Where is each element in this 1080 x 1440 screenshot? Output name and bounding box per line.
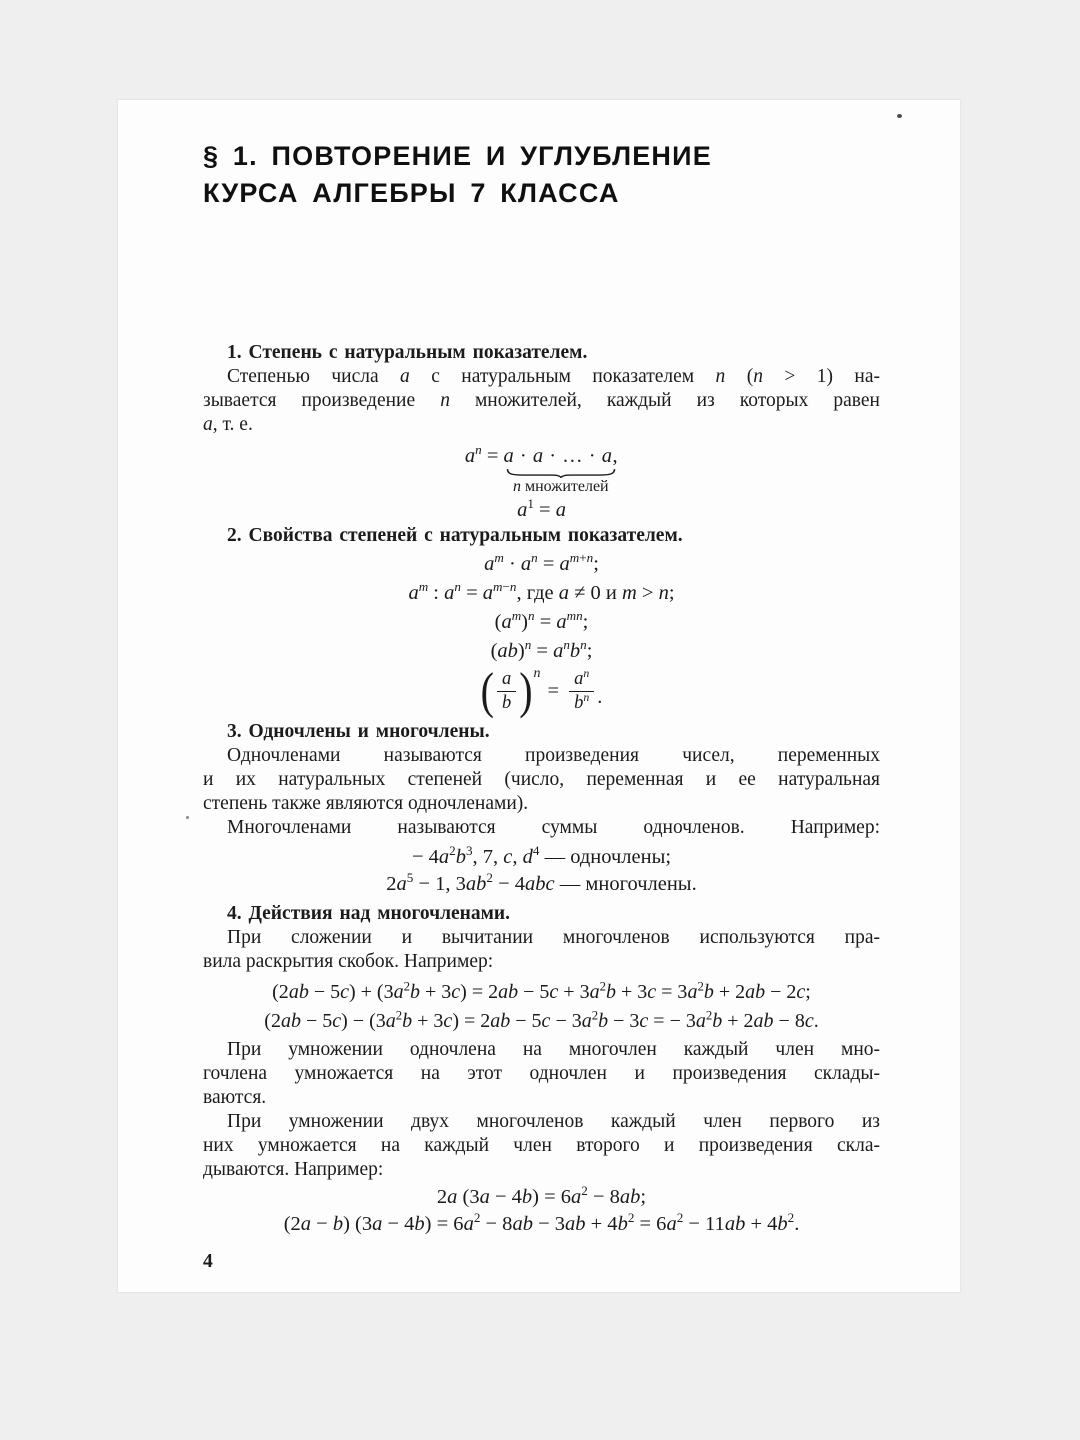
section-1-title: 1. Степень с натуральным показателем. (227, 342, 588, 363)
equals-sign: = (547, 679, 560, 702)
book-page (118, 100, 960, 1292)
denominator: $b^n$ (574, 689, 590, 713)
right-paren: ) (519, 661, 533, 720)
chapter-heading (203, 138, 880, 212)
numerator: a (497, 669, 516, 692)
chapter-heading-line2: КУРСА АЛГЕБРЫ 7 КЛАССА (203, 178, 620, 208)
section-4-paragraph-1 (203, 926, 880, 974)
section-2-title: 2. Свойства степеней с натуральным показателем. (227, 525, 683, 546)
paragraph-line: зывается произведение n множителей, каждый из которых равен (203, 390, 880, 411)
section-4-paragraph-3 (203, 1110, 880, 1182)
paragraph-line: При сложении и вычитании многочленов используются пра- (227, 927, 880, 948)
paragraph-line: гочлена умножается на этот одночлен и произведения склады- (203, 1063, 880, 1084)
quotient-power-formula (203, 661, 880, 720)
paragraph-line: Одночленами называются произведения чисел, переменных (227, 745, 880, 766)
paragraph-line: дываются. Например: (203, 1159, 384, 1180)
section-4-title: 4. Действия над многочленами. (227, 903, 511, 924)
formula-line: $a^m$ : $a^n = a^{m-n}$, где a ≠ 0 и m > n; (408, 579, 675, 604)
section-4-paragraph-2 (203, 1038, 880, 1110)
power-properties-formulas (203, 550, 880, 720)
period: . (597, 686, 603, 708)
fraction (569, 665, 594, 714)
page-number: 4 (203, 1251, 213, 1272)
paragraph-line: ваются. (203, 1087, 267, 1108)
underbrace (506, 468, 616, 478)
formula-line: $(a^m)^n = a^{mn}$; (494, 608, 589, 633)
formula-line: $a^m \cdot a^n = a^{m+n}$; (484, 550, 599, 575)
chapter-heading-line1: § 1. ПОВТОРЕНИЕ И УГЛУБЛЕНИЕ (203, 141, 712, 171)
left-paren: ( (480, 661, 494, 720)
section-1-paragraph (203, 365, 880, 437)
formula-product: a · a · … · a, (503, 445, 619, 467)
formula-line: (2a − b) $(3a - 4b) = 6a^2 - 8ab - 3ab + 4b^2 = 6a^2 - 11ab + 4b^2$. (283, 1210, 800, 1235)
formula-line: 2a $(3a - 4b) = 6a^2 - 8ab$; (436, 1183, 647, 1208)
formula-line: $2a^5 - 1$, $3ab^2 - 4abc$ — многочлены. (386, 870, 697, 895)
formula-line: $(ab)^n = a^nb^n$; (490, 637, 593, 662)
first-power-formula: $a^1 = a$ (517, 496, 566, 521)
formula-line: − $4a^2b^3$, 7, c, $d^4$ — одночлены; (411, 843, 672, 868)
paragraph-line: степень также являются одночленами). (203, 793, 529, 814)
formula-lhs: $a^n$ = (464, 442, 504, 467)
paragraph-line: и их натуральных степеней (число, переменная и ее натуральная (203, 769, 880, 790)
underbrace-group (504, 443, 619, 496)
paragraph-line: них умножается на каждый член второго и произведения скла- (203, 1135, 880, 1156)
paragraph-line: При умножении одночлена на многочлен каждый член мно- (227, 1039, 880, 1060)
section-3-paragraph-2: Многочленами называются суммы одночленов. Например: (227, 817, 880, 838)
ink-speck (186, 816, 189, 819)
polynomial-product-equations (203, 1184, 880, 1238)
paragraph-line: Степенью числа a с натуральным показателем n (n > 1) на- (227, 366, 881, 387)
fraction (497, 669, 516, 714)
paragraph-line: a, т. е. (203, 414, 253, 435)
denominator: b (501, 692, 512, 713)
power-definition-formula (203, 443, 880, 522)
paragraph-line: При умножении двух многочленов каждый член первого из (227, 1111, 880, 1132)
numerator: $a^n$ (569, 669, 594, 692)
monomial-polynomial-examples (203, 844, 880, 898)
section-3-title: 3. Одночлены и многочлены. (227, 721, 490, 742)
polynomial-sum-difference-equations (203, 978, 880, 1036)
formula-line (203, 443, 880, 496)
underbrace-label: n множителей (512, 478, 609, 495)
section-3-paragraph-1 (203, 744, 880, 816)
formula-line: $(2ab - 5c) + (3a^2b + 3c) = 2ab - 5c + 3a^2b + 3c = 3a^2b + 2ab - 2c$; (272, 979, 811, 1003)
paragraph-line: вила раскрытия скобок. Например: (203, 951, 494, 972)
formula-line: $(2ab - 5c) - (3a^2b + 3c) = 2ab - 5c - 3a^2b - 3c$ = − $3a^2b + 2ab - 8c$. (264, 1008, 819, 1032)
ink-speck (897, 114, 902, 118)
exponent: n (533, 666, 541, 681)
